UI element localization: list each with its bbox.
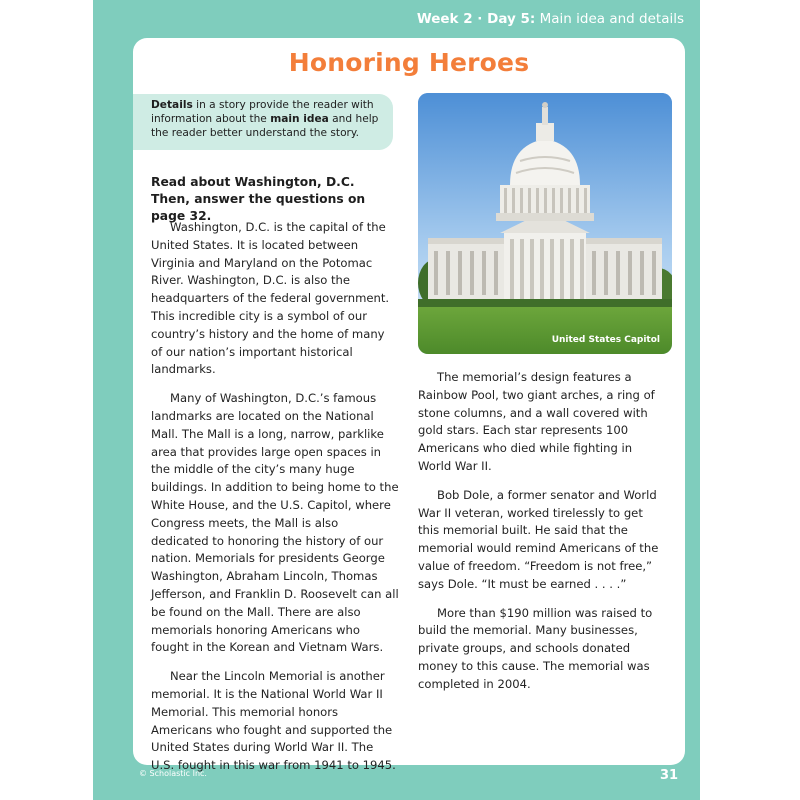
lesson-topic: Main idea and details xyxy=(539,11,684,27)
paragraph: Many of Washington, D.C.’s famous landmarks are located on the National Mall. The Mall is a long, narrow, parklike area that provides large open spaces in the middle of the city’s many huge buildings. In addition to being home to the White House, and the U.S. Capitol, where Congress meets, the Mall is also dedicated to honoring the history of our nation. Memorials for presidents George Washington, Abraham Lincoln, Thomas Jefferson, and Franklin D. Roosevelt can all be found on the Mall. There are also memorials honoring Americans who fought in the Korean and Vietnam Wars. xyxy=(151,391,399,655)
page-number: 31 xyxy=(660,768,679,783)
callout-text-2: and help the reader better understand the story. xyxy=(151,113,379,139)
capitol-illustration xyxy=(418,93,672,354)
definition-callout xyxy=(133,94,393,150)
paragraph: Near the Lincoln Memorial is another memorial. It is the National World War II Memorial. This memorial honors Americans who fought and supported the United States during World War II. The U.S. fought in this war from 1941 to 1945. xyxy=(151,669,396,773)
paragraph: Washington, D.C. is the capital of the United States. It is located between Virginia and Maryland on the Potomac River. Washington, D.C. is also the headquarters of the federal government. This incredible city is a symbol of our country’s history and the home of many of our nation’s important historical landmarks. xyxy=(151,220,390,377)
paragraph: More than $190 million was raised to build the memorial. Many businesses, private groups, and schools donated money to this cause. The memorial was completed in 2004. xyxy=(418,605,653,691)
instruction-line-2: Then, answer the questions on page 32. xyxy=(151,192,366,223)
left-text-column xyxy=(151,219,399,786)
week-day-label: Week 2 · Day 5: xyxy=(416,11,536,27)
reading-instruction xyxy=(151,174,401,225)
photo-caption: United States Capitol xyxy=(551,335,660,345)
copyright-notice: © Scholastic Inc. xyxy=(139,769,207,778)
callout-text-1: in a story provide the reader with information about the xyxy=(151,99,374,125)
paragraph: Bob Dole, a former senator and World War II veteran, worked tirelessly to get this memorial built. He said that the memorial would remind Americans of the value of freedom. “Freedom is not free,” says Dole. “It must be earned . . . .” xyxy=(418,487,659,591)
page-title: Honoring Heroes xyxy=(288,48,530,77)
lesson-header xyxy=(93,0,700,38)
right-text-column xyxy=(418,369,660,705)
callout-term-main-idea: main idea xyxy=(270,113,329,125)
instruction-line-1: Read about Washington, D.C. xyxy=(151,175,355,189)
callout-term-details: Details xyxy=(151,99,193,111)
paragraph: The memorial’s design features a Rainbow Pool, two giant arches, a ring of stone columns, and a wall covered with gold stars. Each star represents 100 Americans who died while fighting in World War II. xyxy=(418,370,655,473)
capitol-photo xyxy=(418,93,672,354)
